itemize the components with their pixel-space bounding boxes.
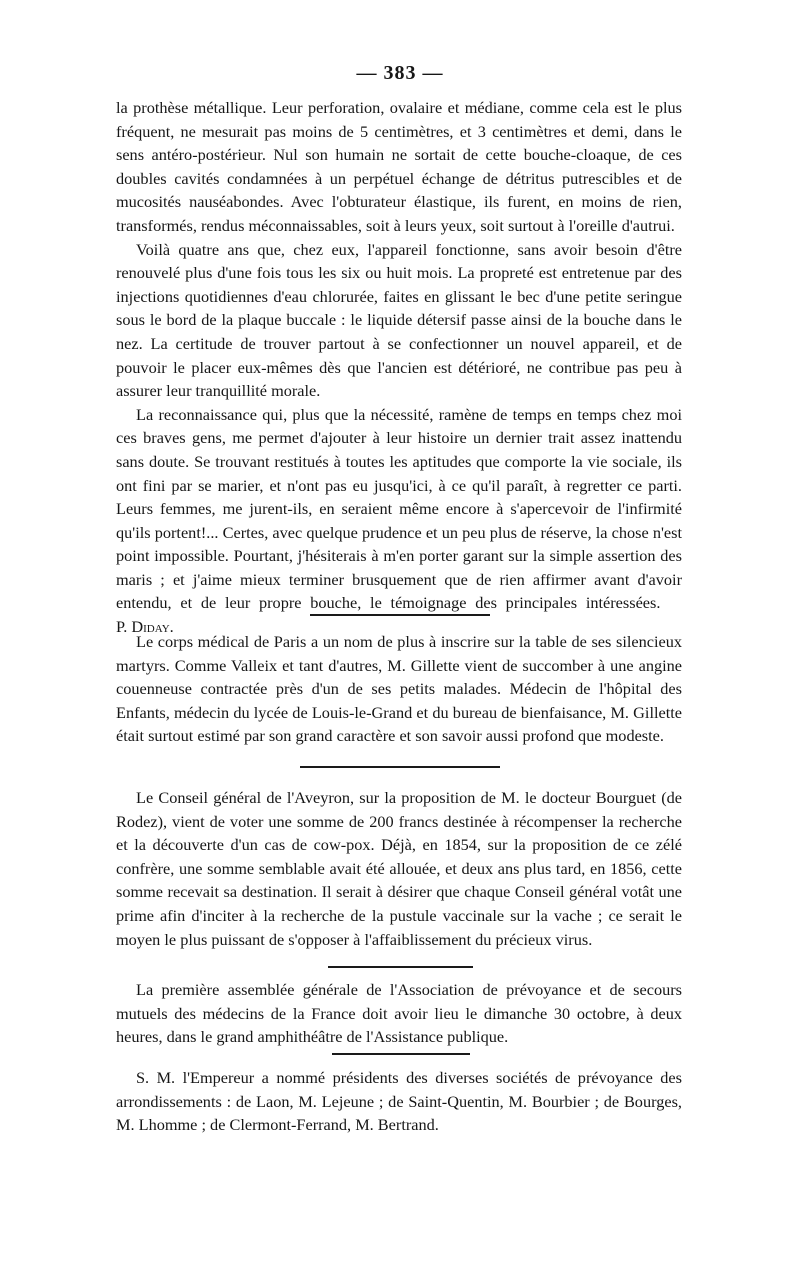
paragraph: Le corps médical de Paris a un nom de plus à inscrire sur la table de ses silencieux martyrs. Comme Valleix et tant d'autres, M. Gillette vient de succomber à une angine couenneuse contractée près d'un de ses petits malades. Médecin de l'hôpital des Enfants, médecin du lycée de Louis-le-Grand et du bureau de bienfaisance, M. Gillette était surtout estimé par son grand caractère et son savoir aussi profond que modeste. [116,632,682,746]
page-number: — 383 — [356,62,444,84]
article-association [116,978,682,1049]
paragraph [116,403,682,639]
article-empereur [116,1066,682,1137]
section-divider [332,1053,470,1055]
paragraph: S. M. l'Empereur a nommé présidents des diverses sociétés de prévoyance des arrondissements : de Laon, M. Lejeune ; de Saint-Quentin, M. Bourbier ; de Bourges, M. Lhomme ; de Clermont-Ferrand, M. Bertrand. [116,1068,682,1135]
section-divider [328,966,473,968]
section-divider [310,614,490,616]
article-prothese [116,96,682,639]
section-divider [300,766,500,768]
paragraph: La première assemblée générale de l'Association de prévoyance et de secours mutuels des médecins de la France doit avoir lieu le dimanche 30 octobre, à deux heures, dans le grand amphithéâtre de l'Assistance publique. [116,980,682,1047]
author-signature: P. Diday. [116,617,174,637]
paragraph: Voilà quatre ans que, chez eux, l'appareil fonctionne, sans avoir besoin d'être renouvelé plus d'une fois tous les six ou huit mois. La propreté est entretenue par des injections quotidiennes d'eau chlorurée, faites en glissant le bec d'une petite seringue sous le bord de la plaque buccale : le liquide détersif passe ainsi de la bouche dans le nez. La certitude de trouver partout à se confectionner un nouvel appareil, et de pouvoir le placer eux-mêmes dès que l'ancien est détérioré, ne contribue pas peu à assurer leur tranquillité morale. [116,239,682,401]
article-gillette [116,630,682,748]
paragraph: Le Conseil général de l'Aveyron, sur la proposition de M. le docteur Bourguet (de Rodez), vient de voter une somme de 200 francs destinée à récompenser la recherche et la découverte d'un cas de cow-pox. Déjà, en 1854, sur la proposition de ce zélé confrère, une somme semblable avait été allouée, et deux ans plus tard, en 1856, cette somme recevait sa destination. Il serait à désirer que chaque Conseil général votât une prime afin d'inciter à la recherche de la pustule vaccinale sur la vache ; ce serait le moyen le plus puissant de s'opposer à l'affaiblissement du précieux virus. [116,788,682,949]
paragraph-text: La reconnaissance qui, plus que la nécessité, ramène de temps en temps chez moi ces braves gens, me permet d'ajouter à leur histoire un dernier trait assez inattendu sans doute. Se trouvant restitués à toutes les aptitudes que comporte la vie sociale, ils ont fini par se marier, et n'ont pas eu jusqu'ici, à ce qu'il paraît, à regretter ce parti. Leurs femmes, me jurent-ils, en seraient même encore à s'apercevoir de l'infirmité qu'ils portent!... Certes, avec quelque prudence et un peu plus de réserve, la chose n'est point impossible. Pourtant, j'hésiterais à m'en porter garant sur la simple assertion des maris ; et j'aime mieux terminer brusquement que de rien affirmer avant d'avoir entendu, et de leur propre bouche, le témoignage des principales intéressées. [116,404,682,613]
paragraph: la prothèse métallique. Leur perforation, ovalaire et médiane, comme cela est le plus fréquent, ne mesurait pas moins de 5 centimètres, et 3 centimètres et demi, dans le sens antéro-postérieur. Nul son humain ne sortait de cette bouche-cloaque, de ces doubles cavités condamnées à un perpétuel échange de détritus putrescibles et de mucosités nauséabondes. Avec l'obturateur élastique, ils furent, en moins de rien, transformés, rendus méconnaissables, soit à leurs yeux, soit surtout à l'oreille d'autrui. [116,98,682,235]
article-aveyron [116,786,682,951]
